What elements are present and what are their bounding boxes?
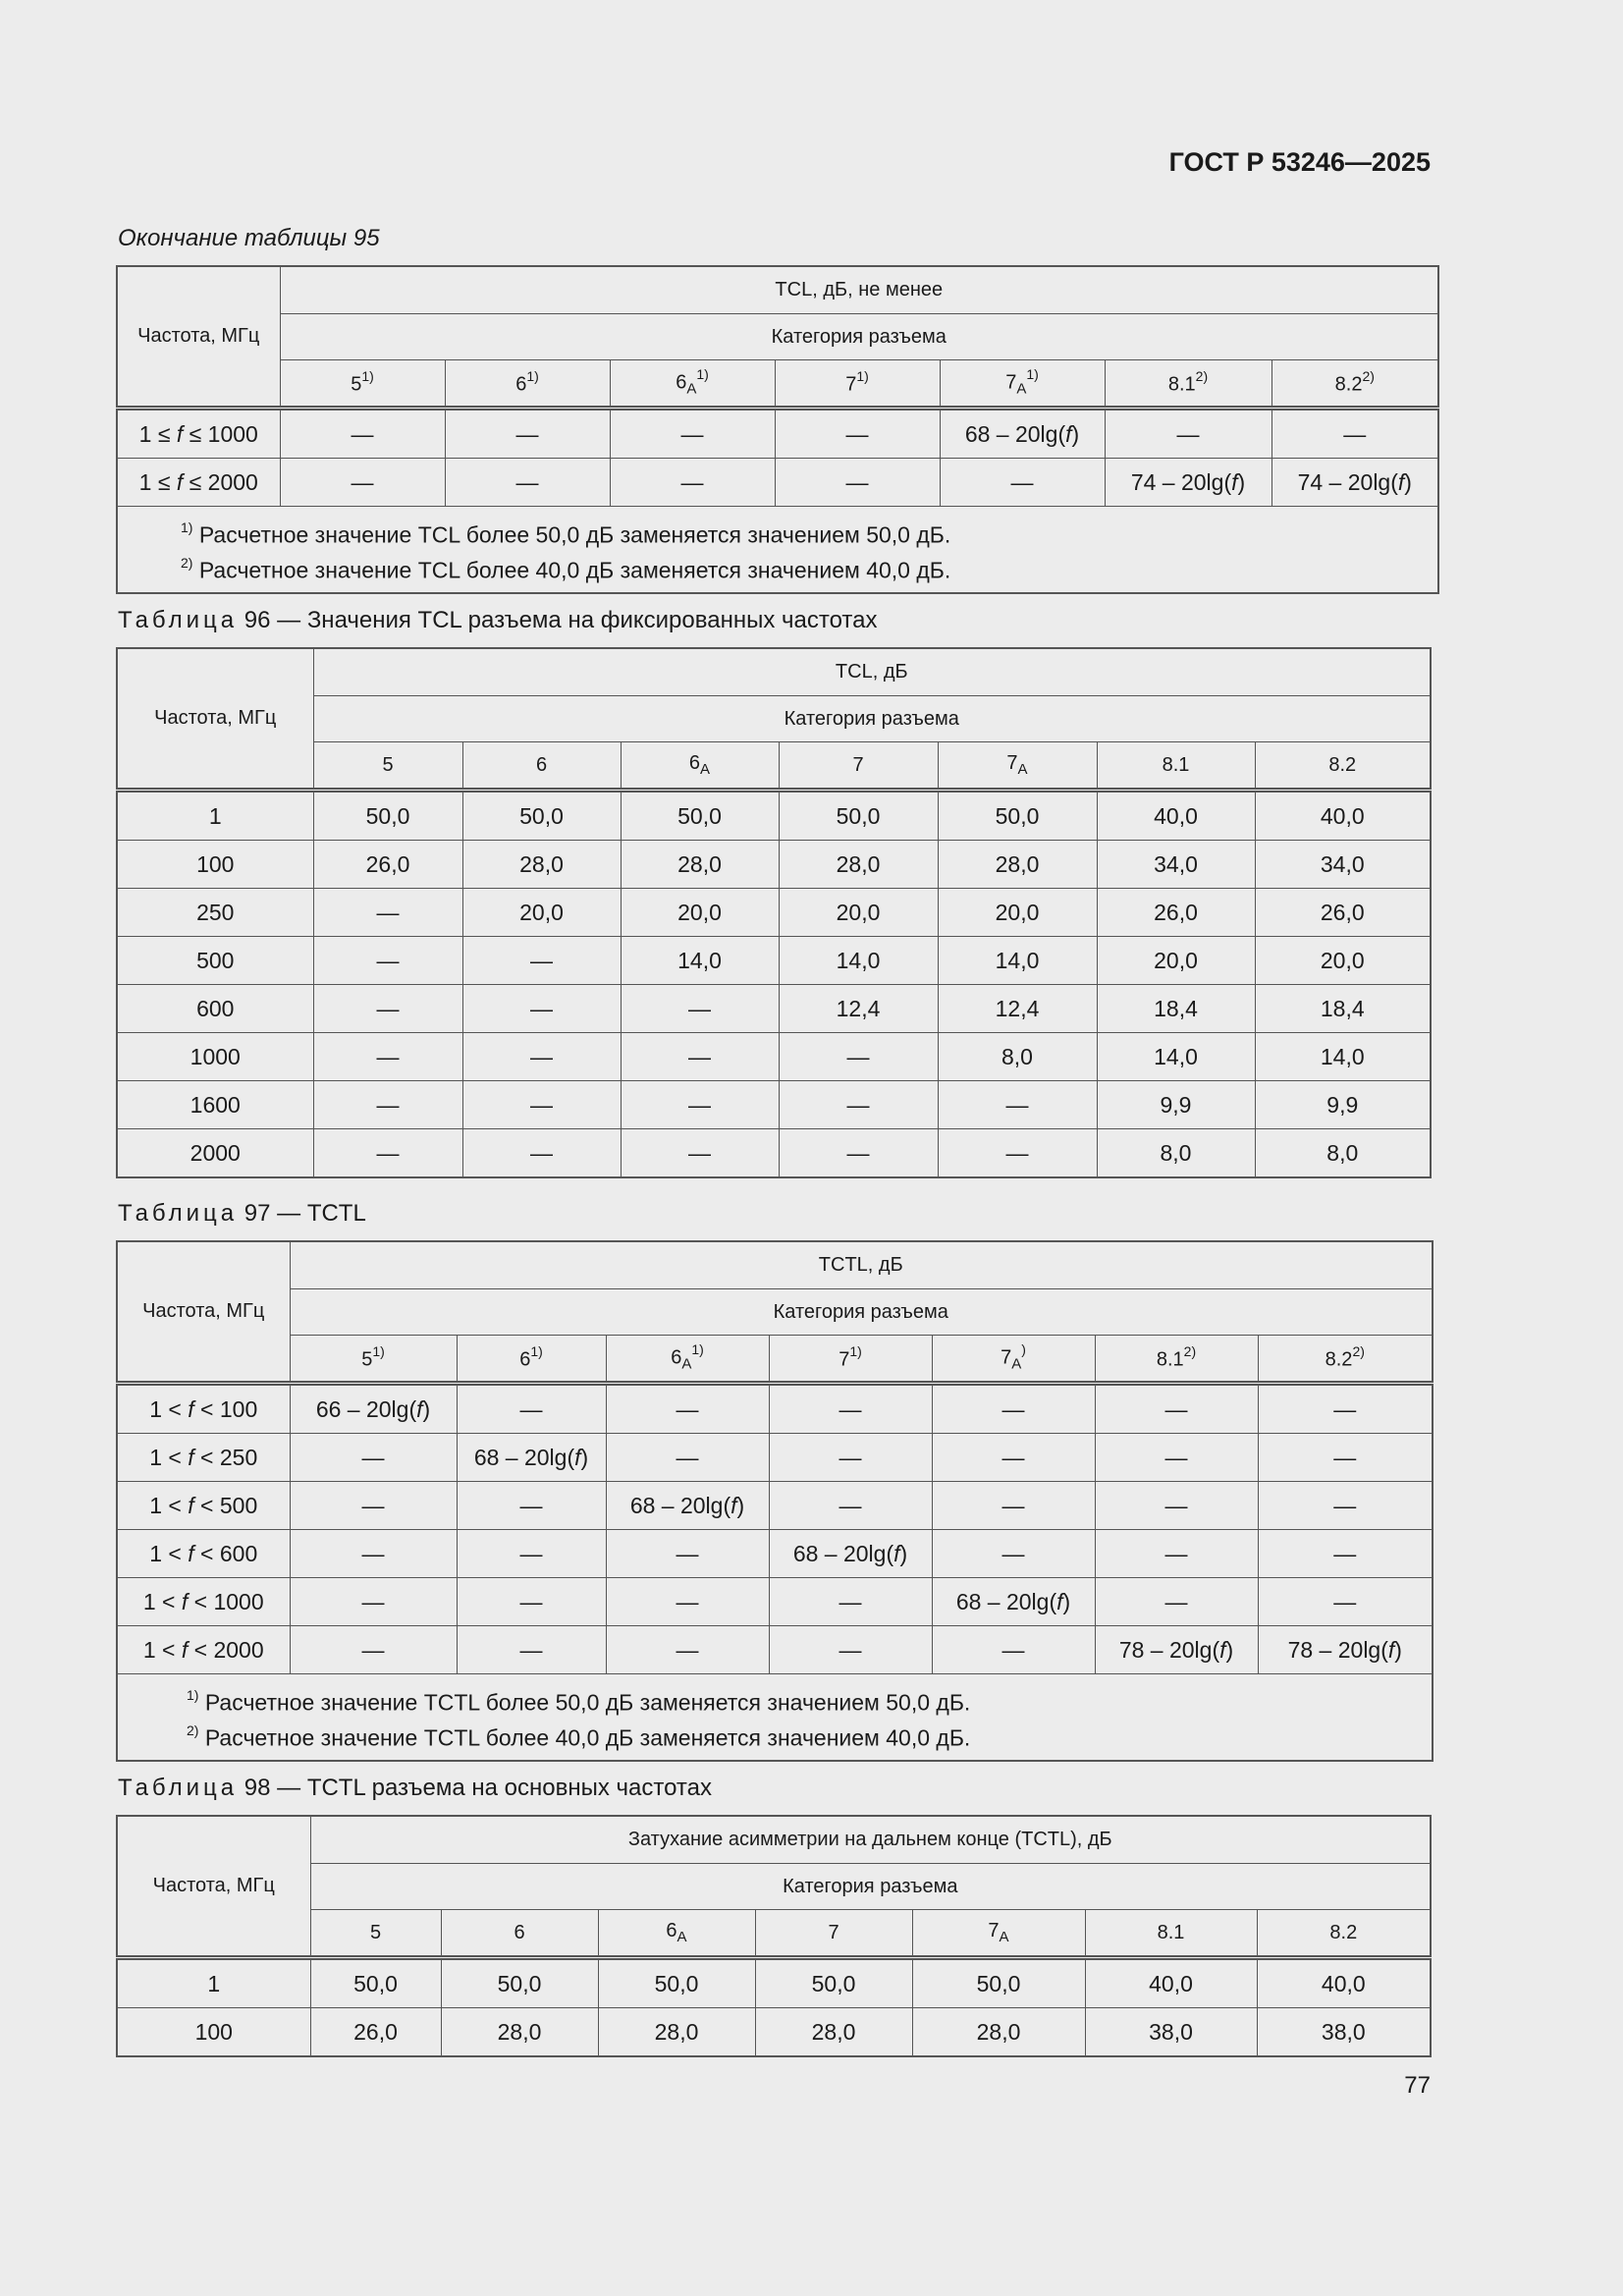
row-frequency: 1 < f < 250 — [117, 1434, 290, 1482]
footnote-text: Расчетное значение TCL более 50,0 дБ заменяется значением 50,0 дБ. — [192, 521, 951, 548]
table-cell: — — [462, 1081, 621, 1129]
footnote-mark: 1) — [181, 519, 193, 535]
group-header: Затухание асимметрии на дальнем конце (TCTL), дБ — [310, 1816, 1431, 1864]
table-row — [117, 1081, 1431, 1129]
table-cell: 28,0 — [441, 2008, 598, 2057]
category-label: 8.2 — [1334, 373, 1363, 396]
row-frequency: 1 < f < 600 — [117, 1530, 290, 1578]
table-cell: — — [769, 1384, 932, 1434]
category-label: 6 — [514, 1921, 525, 1943]
footnote-mark: 2) — [187, 1722, 199, 1738]
footnote-mark: 1) — [372, 1342, 385, 1359]
row-frequency: 1000 — [117, 1033, 313, 1081]
table-cell: — — [290, 1434, 457, 1482]
category-label: 8.1 — [1167, 373, 1196, 396]
row-frequency: 500 — [117, 937, 313, 985]
category-col-7 — [1271, 360, 1438, 409]
table-cell: — — [313, 1033, 462, 1081]
table-cell: 26,0 — [1097, 889, 1255, 937]
row-frequency: 1600 — [117, 1081, 313, 1129]
category-columns — [117, 1336, 1433, 1384]
row-frequency: 1 ≤ f ≤ 2000 — [117, 459, 280, 507]
table-cell: — — [1271, 409, 1438, 459]
table-cell: — — [769, 1578, 932, 1626]
table-cell: 14,0 — [779, 937, 938, 985]
table-cell: — — [1258, 1434, 1433, 1482]
table-cell: 74 – 20lg(f) — [1105, 459, 1271, 507]
category-subscript: A — [1011, 1355, 1022, 1373]
table-cell: — — [445, 409, 610, 459]
table-98-block — [116, 1774, 1430, 2057]
row-frequency: 1 < f < 1000 — [117, 1578, 290, 1626]
table-row — [117, 1530, 1433, 1578]
table-cell: 68 – 20lg(f) — [457, 1434, 606, 1482]
table-cell: 14,0 — [1097, 1033, 1255, 1081]
document-code: ГОСТ Р 53246—2025 — [1168, 147, 1431, 177]
category-columns — [117, 742, 1431, 791]
category-label: 5 — [351, 373, 362, 396]
table-cell: 28,0 — [598, 2008, 755, 2057]
category-subscript: A — [999, 1929, 1009, 1945]
row-frequency: 1 — [117, 791, 313, 841]
table-98 — [116, 1815, 1432, 2057]
table-cell: 68 – 20lg(f) — [932, 1578, 1095, 1626]
footnote-text: Расчетное значение TCTL более 50,0 дБ заменяется значением 50,0 дБ. — [198, 1689, 971, 1716]
footnote-mark: 2) — [1352, 1342, 1365, 1359]
category-label: 6 — [688, 752, 701, 774]
table-cell: — — [606, 1626, 769, 1674]
table-cell: — — [606, 1434, 769, 1482]
table-cell: — — [1105, 409, 1271, 459]
category-subscript: A — [1017, 761, 1028, 778]
footnote-mark: 1) — [187, 1687, 199, 1703]
table-row — [117, 985, 1431, 1033]
table-cell: 12,4 — [779, 985, 938, 1033]
category-col-6 — [1097, 742, 1255, 791]
table-cell: 78 – 20lg(f) — [1095, 1626, 1258, 1674]
table-97-caption: Таблица 97 — TCTL — [118, 1200, 366, 1227]
table-cell: 34,0 — [1255, 841, 1431, 889]
table-cell: — — [932, 1530, 1095, 1578]
table-cell: — — [290, 1626, 457, 1674]
table-row — [117, 937, 1431, 985]
table-96-body — [117, 791, 1431, 1178]
row-frequency: 600 — [117, 985, 313, 1033]
category-col-5 — [932, 1336, 1095, 1384]
footnotes — [117, 507, 1438, 594]
row-frequency: 1 < f < 2000 — [117, 1626, 290, 1674]
footnote — [187, 1682, 1432, 1718]
table-cell: 9,9 — [1097, 1081, 1255, 1129]
table-cell: — — [779, 1129, 938, 1178]
table-cell: — — [1095, 1530, 1258, 1578]
category-label: 7 — [845, 373, 857, 396]
table-cell: — — [1095, 1482, 1258, 1530]
table-cell: 40,0 — [1097, 791, 1255, 841]
table-row — [117, 1434, 1433, 1482]
category-label: 7 — [1006, 752, 1018, 774]
table-cell: 50,0 — [621, 791, 779, 841]
table-cell: 28,0 — [779, 841, 938, 889]
table-cell: — — [290, 1578, 457, 1626]
table-row — [117, 1129, 1431, 1178]
category-label: 6 — [519, 1348, 531, 1371]
category-label: 7 — [839, 1348, 850, 1371]
table-cell: — — [313, 985, 462, 1033]
table-cell: 14,0 — [621, 937, 779, 985]
table-cell: 68 – 20lg(f) — [940, 409, 1105, 459]
category-label: 6 — [671, 1346, 682, 1369]
category-columns — [117, 1910, 1431, 1958]
category-col-3 — [610, 360, 775, 409]
row-frequency: 250 — [117, 889, 313, 937]
footnote-text: Расчетное значение TCTL более 40,0 дБ заменяется значением 40,0 дБ. — [198, 1724, 971, 1751]
table-cell: — — [1258, 1482, 1433, 1530]
table-cell: — — [313, 889, 462, 937]
table-cell: — — [606, 1530, 769, 1578]
category-col-7 — [1255, 742, 1431, 791]
category-header: Категория разъема — [290, 1289, 1433, 1336]
table-cell: — — [621, 1129, 779, 1178]
table-cell: — — [313, 1129, 462, 1178]
category-col-3 — [606, 1336, 769, 1384]
table-row — [117, 1033, 1431, 1081]
table-row — [117, 841, 1431, 889]
table-cell: — — [462, 1129, 621, 1178]
footnote-text: Расчетное значение TCL более 40,0 дБ заменяется значением 40,0 дБ. — [192, 557, 951, 583]
footnote-mark: 1) — [526, 367, 539, 384]
category-label: 5 — [382, 753, 394, 776]
category-col-1 — [290, 1336, 457, 1384]
table-cell: 14,0 — [938, 937, 1097, 985]
table-cell: 9,9 — [1255, 1081, 1431, 1129]
table-cell: 20,0 — [621, 889, 779, 937]
table-cell: 14,0 — [1255, 1033, 1431, 1081]
footnote — [181, 515, 1437, 550]
table-row — [117, 1384, 1433, 1434]
category-label: 8.1 — [1156, 1348, 1184, 1371]
freq-header: Частота, МГц — [117, 648, 313, 791]
category-subscript: A — [686, 380, 697, 398]
table-cell: 34,0 — [1097, 841, 1255, 889]
category-col-5 — [912, 1910, 1085, 1958]
category-label: 8.2 — [1325, 1348, 1353, 1371]
table-96 — [116, 647, 1432, 1178]
table-cell: 50,0 — [441, 1958, 598, 2008]
table-cell: — — [769, 1434, 932, 1482]
category-subscript: A — [676, 1929, 687, 1945]
table-cell: 38,0 — [1085, 2008, 1257, 2057]
category-label: 8.1 — [1162, 753, 1190, 776]
table-cell: 68 – 20lg(f) — [606, 1482, 769, 1530]
table-cell: 40,0 — [1255, 791, 1431, 841]
footnote-mark: 1) — [530, 1342, 543, 1359]
category-label: 7 — [1001, 1346, 1012, 1369]
table-cell: — — [457, 1530, 606, 1578]
table-cell: 12,4 — [938, 985, 1097, 1033]
category-label: 7 — [1005, 371, 1017, 394]
category-label: 6 — [666, 1920, 677, 1941]
table-row — [117, 1626, 1433, 1674]
table-96-block — [116, 606, 1430, 1178]
table-cell: 40,0 — [1085, 1958, 1257, 2008]
table-cell: — — [445, 459, 610, 507]
table-cell: 50,0 — [779, 791, 938, 841]
table-cell: — — [769, 1482, 932, 1530]
category-col-1 — [313, 742, 462, 791]
category-header: Категория разъема — [310, 1864, 1431, 1910]
group-header: TCL, дБ — [313, 648, 1431, 696]
table-95-caption: Окончание таблицы 95 — [118, 225, 380, 251]
table-cell: 74 – 20lg(f) — [1271, 459, 1438, 507]
page-number: 77 — [1404, 2072, 1431, 2099]
table-cell: — — [940, 459, 1105, 507]
table-95-body — [117, 409, 1438, 507]
table-row — [117, 1578, 1433, 1626]
table-cell: — — [1095, 1434, 1258, 1482]
category-col-2 — [462, 742, 621, 791]
table-cell: — — [606, 1578, 769, 1626]
footnote — [187, 1718, 1432, 1753]
category-col-7 — [1257, 1910, 1431, 1958]
category-columns — [117, 360, 1438, 409]
category-label: 6 — [535, 753, 548, 776]
table-97-body — [117, 1384, 1433, 1674]
table-cell: 28,0 — [621, 841, 779, 889]
table-cell: 50,0 — [938, 791, 1097, 841]
table-cell: 26,0 — [310, 2008, 441, 2057]
table-cell: — — [313, 937, 462, 985]
table-cell: — — [1095, 1384, 1258, 1434]
group-header: TCL, дБ, не менее — [280, 266, 1438, 314]
freq-header: Частота, МГц — [117, 266, 280, 409]
category-col-4 — [779, 742, 938, 791]
table-cell: 68 – 20lg(f) — [769, 1530, 932, 1578]
table-cell: — — [932, 1434, 1095, 1482]
category-col-4 — [769, 1336, 932, 1384]
table-cell: 28,0 — [938, 841, 1097, 889]
category-label: 8.2 — [1329, 1921, 1358, 1943]
table-cell: 20,0 — [462, 889, 621, 937]
category-col-1 — [310, 1910, 441, 1958]
category-col-2 — [441, 1910, 598, 1958]
row-frequency: 1 ≤ f ≤ 1000 — [117, 409, 280, 459]
category-label: 5 — [361, 1348, 373, 1371]
table-row — [117, 791, 1431, 841]
freq-header: Частота, МГц — [117, 1241, 290, 1384]
footnote-mark: 1) — [361, 367, 374, 384]
table-cell: 20,0 — [938, 889, 1097, 937]
table-cell: — — [610, 459, 775, 507]
table-cell: — — [462, 1033, 621, 1081]
category-subscript: A — [1016, 380, 1027, 398]
table-row — [117, 2008, 1431, 2057]
footnote-mark: 2) — [1362, 367, 1375, 384]
row-frequency: 2000 — [117, 1129, 313, 1178]
table-cell: 28,0 — [462, 841, 621, 889]
table-98-body — [117, 1958, 1431, 2057]
footnote — [181, 550, 1437, 585]
table-cell: — — [779, 1081, 938, 1129]
footnote-mark: 1) — [696, 366, 709, 383]
category-label: 6 — [676, 371, 687, 394]
table-cell: 50,0 — [755, 1958, 912, 2008]
table-cell: — — [775, 409, 940, 459]
table-cell: — — [457, 1384, 606, 1434]
category-col-5 — [940, 360, 1105, 409]
table-cell: — — [932, 1384, 1095, 1434]
category-subscript: A — [681, 1355, 692, 1373]
table-cell: 8,0 — [1097, 1129, 1255, 1178]
table-cell: 20,0 — [779, 889, 938, 937]
table-cell: — — [457, 1626, 606, 1674]
row-frequency: 1 < f < 500 — [117, 1482, 290, 1530]
table-cell: 50,0 — [313, 791, 462, 841]
table-row — [117, 409, 1438, 459]
category-label: 8.2 — [1328, 753, 1357, 776]
table-cell: 40,0 — [1257, 1958, 1431, 2008]
table-cell: 66 – 20lg(f) — [290, 1384, 457, 1434]
table-cell: 78 – 20lg(f) — [1258, 1626, 1433, 1674]
category-label: 7 — [852, 753, 864, 776]
table-cell: 50,0 — [598, 1958, 755, 2008]
category-label: 5 — [369, 1921, 382, 1943]
category-subscript: A — [700, 761, 711, 778]
table-cell: — — [621, 985, 779, 1033]
table-cell: 18,4 — [1255, 985, 1431, 1033]
footnote-mark: 1) — [1026, 366, 1039, 383]
category-col-4 — [755, 1910, 912, 1958]
table-96-caption: Таблица 96 — Значения TCL разъема на фиксированных частотах — [118, 607, 878, 633]
table-cell: — — [290, 1530, 457, 1578]
category-label: 7 — [828, 1921, 839, 1943]
row-frequency: 1 — [117, 1958, 310, 2008]
table-98-caption: Таблица 98 — TCTL разъема на основных частотах — [118, 1775, 712, 1801]
table-cell: — — [462, 937, 621, 985]
table-95-block — [116, 224, 1430, 594]
table-97 — [116, 1240, 1434, 1762]
category-col-2 — [457, 1336, 606, 1384]
row-frequency: 100 — [117, 841, 313, 889]
category-header: Категория разъема — [313, 696, 1431, 742]
table-cell: — — [769, 1626, 932, 1674]
table-cell: 28,0 — [912, 2008, 1085, 2057]
table-cell: 18,4 — [1097, 985, 1255, 1033]
table-cell: 26,0 — [1255, 889, 1431, 937]
table-cell: — — [1258, 1384, 1433, 1434]
category-label: 6 — [515, 373, 527, 396]
category-col-6 — [1085, 1910, 1257, 1958]
category-col-6 — [1105, 360, 1271, 409]
table-row — [117, 459, 1438, 507]
table-row — [117, 889, 1431, 937]
table-cell: 28,0 — [755, 2008, 912, 2057]
table-cell: 50,0 — [912, 1958, 1085, 2008]
table-cell: 20,0 — [1097, 937, 1255, 985]
table-cell: — — [457, 1578, 606, 1626]
footnote-mark: 1) — [856, 367, 869, 384]
table-cell: 8,0 — [938, 1033, 1097, 1081]
table-cell: 20,0 — [1255, 937, 1431, 985]
table-cell: — — [621, 1081, 779, 1129]
table-cell: — — [313, 1081, 462, 1129]
category-col-2 — [445, 360, 610, 409]
table-cell: 38,0 — [1257, 2008, 1431, 2057]
table-cell: 50,0 — [310, 1958, 441, 2008]
table-cell: — — [621, 1033, 779, 1081]
table-cell: — — [938, 1081, 1097, 1129]
category-col-6 — [1095, 1336, 1258, 1384]
footnote-mark: 2) — [1183, 1342, 1197, 1359]
footnote-mark: 1) — [849, 1342, 862, 1359]
table-cell: — — [1258, 1530, 1433, 1578]
category-col-7 — [1258, 1336, 1433, 1384]
row-frequency: 1 < f < 100 — [117, 1384, 290, 1434]
table-cell: — — [779, 1033, 938, 1081]
category-col-3 — [598, 1910, 755, 1958]
footnote-mark: 2) — [1195, 367, 1209, 384]
category-col-4 — [775, 360, 940, 409]
table-cell: — — [462, 985, 621, 1033]
category-label: 7 — [988, 1920, 1000, 1941]
table-cell: — — [938, 1129, 1097, 1178]
category-col-1 — [280, 360, 445, 409]
footnote-mark: ) — [1021, 1341, 1026, 1358]
footnotes — [117, 1674, 1433, 1762]
table-row — [117, 1482, 1433, 1530]
table-row — [117, 1958, 1431, 2008]
category-col-3 — [621, 742, 779, 791]
table-cell: — — [1258, 1578, 1433, 1626]
table-cell: — — [1095, 1578, 1258, 1626]
table-95 — [116, 265, 1439, 594]
table-cell: — — [932, 1626, 1095, 1674]
table-cell: — — [290, 1482, 457, 1530]
table-cell: — — [610, 409, 775, 459]
freq-header: Частота, МГц — [117, 1816, 310, 1958]
group-header: TCTL, дБ — [290, 1241, 1433, 1289]
category-col-5 — [938, 742, 1097, 791]
table-cell: — — [932, 1482, 1095, 1530]
row-frequency: 100 — [117, 2008, 310, 2057]
table-cell: — — [606, 1384, 769, 1434]
footnote-mark: 1) — [691, 1341, 704, 1358]
table-cell: — — [775, 459, 940, 507]
table-cell: 50,0 — [462, 791, 621, 841]
table-97-block — [116, 1199, 1430, 1762]
table-cell: — — [280, 409, 445, 459]
table-cell: — — [457, 1482, 606, 1530]
category-label: 8.1 — [1157, 1921, 1185, 1943]
footnote-mark: 2) — [181, 554, 193, 571]
table-cell: 8,0 — [1255, 1129, 1431, 1178]
table-cell: — — [280, 459, 445, 507]
category-header: Категория разъема — [280, 314, 1438, 360]
table-cell: 26,0 — [313, 841, 462, 889]
